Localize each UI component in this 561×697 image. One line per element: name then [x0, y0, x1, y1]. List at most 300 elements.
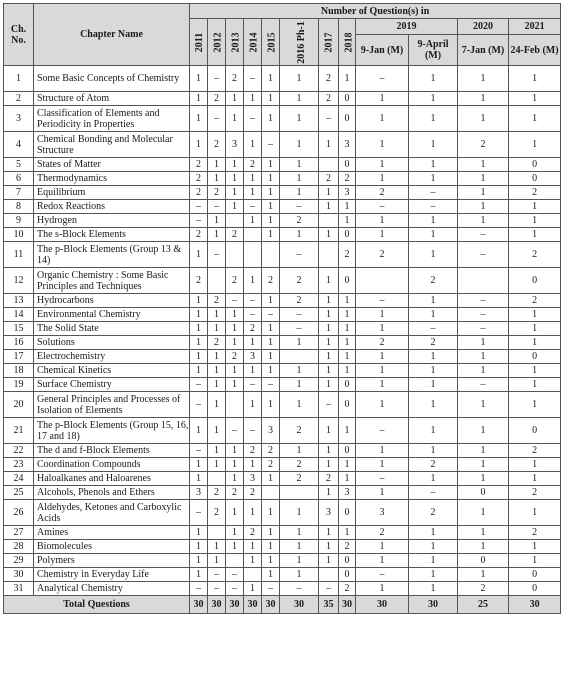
- total-questions-label: Total Questions: [4, 596, 190, 614]
- question-count-cell: 2: [190, 172, 208, 186]
- question-count-cell: 1: [409, 228, 458, 242]
- chapter-number-cell: 10: [4, 228, 34, 242]
- question-count-cell: 1: [262, 158, 280, 172]
- question-count-cell: 0: [339, 106, 356, 132]
- chapter-name-cell: Structure of Atom: [34, 92, 190, 106]
- question-count-cell: 1: [339, 214, 356, 228]
- question-count-cell: 1: [190, 350, 208, 364]
- question-count-cell: 1: [409, 66, 458, 92]
- question-count-cell: 2: [409, 500, 458, 526]
- question-count-cell: 1: [319, 336, 339, 350]
- question-count-cell: 2: [409, 458, 458, 472]
- question-count-cell: –: [458, 242, 509, 268]
- question-count-cell: 1: [280, 158, 319, 172]
- question-count-cell: –: [190, 378, 208, 392]
- question-count-cell: 2: [244, 322, 262, 336]
- question-count-cell: 1: [208, 158, 226, 172]
- question-count-cell: [226, 392, 244, 418]
- question-count-cell: 1: [244, 540, 262, 554]
- question-count-cell: 0: [339, 444, 356, 458]
- question-count-cell: 1: [262, 92, 280, 106]
- question-count-cell: –: [409, 186, 458, 200]
- question-count-cell: 1: [458, 200, 509, 214]
- question-count-cell: –: [190, 500, 208, 526]
- question-count-cell: 2: [509, 186, 561, 200]
- question-count-cell: 1: [458, 186, 509, 200]
- year-header-2020: 2020: [458, 19, 509, 35]
- chapter-number-cell: 7: [4, 186, 34, 200]
- total-count-cell: 30: [280, 596, 319, 614]
- chapter-name-cell: Aldehydes, Ketones and Carboxylic Acids: [34, 500, 190, 526]
- question-count-cell: 2: [190, 186, 208, 200]
- question-count-cell: 1: [244, 186, 262, 200]
- chapter-number-cell: 26: [4, 500, 34, 526]
- question-count-cell: 1: [226, 378, 244, 392]
- question-count-cell: –: [458, 378, 509, 392]
- question-count-cell: 1: [409, 294, 458, 308]
- question-count-cell: 2: [226, 228, 244, 242]
- question-count-cell: 1: [458, 392, 509, 418]
- question-count-cell: 1: [356, 364, 409, 378]
- question-count-cell: 1: [356, 172, 409, 186]
- question-count-cell: 1: [339, 350, 356, 364]
- table-row: [4, 66, 561, 92]
- question-count-cell: [356, 268, 409, 294]
- question-count-cell: 1: [190, 472, 208, 486]
- table-row: [4, 92, 561, 106]
- question-count-cell: 1: [244, 132, 262, 158]
- question-count-cell: 1: [458, 364, 509, 378]
- question-count-cell: 1: [280, 554, 319, 568]
- question-count-cell: [458, 268, 509, 294]
- question-count-cell: 1: [339, 200, 356, 214]
- question-count-cell: 1: [208, 322, 226, 336]
- question-count-cell: 2: [244, 158, 262, 172]
- question-count-cell: 0: [339, 392, 356, 418]
- question-count-cell: 1: [339, 418, 356, 444]
- question-count-cell: –: [280, 242, 319, 268]
- question-count-cell: 1: [244, 582, 262, 596]
- table-row: [4, 582, 561, 596]
- question-count-cell: 2: [208, 294, 226, 308]
- question-count-cell: 2: [509, 526, 561, 540]
- question-count-cell: 1: [509, 554, 561, 568]
- question-count-cell: 1: [190, 568, 208, 582]
- question-count-cell: 2: [509, 242, 561, 268]
- question-count-cell: 1: [339, 322, 356, 336]
- question-count-cell: 1: [208, 444, 226, 458]
- question-count-cell: [244, 568, 262, 582]
- chapter-name-cell: Polymers: [34, 554, 190, 568]
- question-count-cell: [244, 228, 262, 242]
- chapter-name-cell: Amines: [34, 526, 190, 540]
- question-count-cell: 3: [226, 132, 244, 158]
- question-distribution-table-container: [3, 3, 561, 614]
- chapter-name-cell: The Solid State: [34, 322, 190, 336]
- question-count-cell: 1: [190, 540, 208, 554]
- question-count-cell: 1: [509, 214, 561, 228]
- question-count-cell: 1: [280, 392, 319, 418]
- question-count-cell: 2: [244, 526, 262, 540]
- chapter-name-cell: Surface Chemistry: [34, 378, 190, 392]
- question-count-cell: 1: [319, 540, 339, 554]
- question-count-cell: –: [458, 228, 509, 242]
- question-count-cell: 1: [356, 392, 409, 418]
- question-count-cell: 1: [226, 92, 244, 106]
- question-count-cell: [244, 242, 262, 268]
- question-count-cell: 2: [280, 268, 319, 294]
- chapter-name-cell: The p-Block Elements (Group 15, 16, 17 and 18): [34, 418, 190, 444]
- question-count-cell: 1: [208, 228, 226, 242]
- question-count-cell: 1: [409, 554, 458, 568]
- question-count-cell: –: [244, 418, 262, 444]
- question-count-cell: 1: [190, 364, 208, 378]
- question-count-cell: 1: [262, 294, 280, 308]
- question-count-cell: 1: [280, 106, 319, 132]
- table-row: [4, 186, 561, 200]
- chapter-number-cell: 12: [4, 268, 34, 294]
- date-header-7-jan: 7-Jan (M): [458, 35, 509, 66]
- question-count-cell: 3: [262, 418, 280, 444]
- question-count-cell: 1: [244, 500, 262, 526]
- table-body: [4, 66, 561, 614]
- question-count-cell: 1: [262, 336, 280, 350]
- question-count-cell: 1: [226, 500, 244, 526]
- question-count-cell: 1: [262, 540, 280, 554]
- question-count-cell: –: [208, 242, 226, 268]
- question-count-cell: 1: [409, 582, 458, 596]
- total-count-cell: 30: [190, 596, 208, 614]
- question-count-cell: 1: [409, 526, 458, 540]
- question-count-cell: –: [208, 200, 226, 214]
- question-count-cell: 2: [458, 132, 509, 158]
- question-count-cell: 0: [339, 268, 356, 294]
- question-count-cell: 2: [208, 500, 226, 526]
- question-count-cell: –: [190, 582, 208, 596]
- question-count-cell: 1: [226, 322, 244, 336]
- question-count-cell: 2: [280, 294, 319, 308]
- question-count-cell: 2: [339, 242, 356, 268]
- table-row: [4, 486, 561, 500]
- question-count-cell: 1: [262, 554, 280, 568]
- table-row: [4, 294, 561, 308]
- question-count-cell: 1: [280, 378, 319, 392]
- question-count-cell: 1: [226, 336, 244, 350]
- question-count-cell: 1: [208, 554, 226, 568]
- question-count-cell: –: [190, 214, 208, 228]
- chapter-number-cell: 18: [4, 364, 34, 378]
- table-row: [4, 364, 561, 378]
- chapter-name-cell: Thermodynamics: [34, 172, 190, 186]
- table-row: [4, 554, 561, 568]
- question-count-cell: [226, 554, 244, 568]
- question-count-cell: 2: [356, 186, 409, 200]
- question-count-cell: 1: [509, 392, 561, 418]
- question-count-cell: –: [244, 200, 262, 214]
- question-count-cell: 0: [339, 568, 356, 582]
- chapter-number-cell: 2: [4, 92, 34, 106]
- year-header-2013: 2013: [226, 19, 244, 66]
- question-count-cell: 1: [339, 364, 356, 378]
- question-count-cell: –: [356, 66, 409, 92]
- chapter-name-cell: States of Matter: [34, 158, 190, 172]
- question-count-cell: [319, 214, 339, 228]
- table-row: [4, 418, 561, 444]
- total-count-cell: 35: [319, 596, 339, 614]
- question-count-cell: 0: [458, 486, 509, 500]
- question-count-cell: 1: [509, 364, 561, 378]
- question-count-cell: 1: [319, 228, 339, 242]
- question-count-cell: 1: [458, 92, 509, 106]
- question-count-cell: 1: [356, 308, 409, 322]
- chapter-name-cell: Analytical Chemistry: [34, 582, 190, 596]
- question-count-cell: 2: [244, 444, 262, 458]
- question-count-cell: [280, 350, 319, 364]
- question-count-cell: 1: [509, 458, 561, 472]
- question-count-cell: 0: [509, 350, 561, 364]
- year-header-2011: 2011: [190, 19, 208, 66]
- question-count-cell: 1: [319, 294, 339, 308]
- question-count-cell: 1: [244, 364, 262, 378]
- table-row: [4, 308, 561, 322]
- chapter-number-cell: 25: [4, 486, 34, 500]
- chapter-name-cell: Environmental Chemistry: [34, 308, 190, 322]
- chapter-number-cell: 20: [4, 392, 34, 418]
- question-count-cell: 2: [226, 486, 244, 500]
- question-count-cell: 1: [339, 336, 356, 350]
- question-count-cell: 1: [509, 308, 561, 322]
- question-count-cell: 1: [458, 540, 509, 554]
- table-row: [4, 268, 561, 294]
- table-row: [4, 242, 561, 268]
- question-count-cell: –: [226, 294, 244, 308]
- question-count-cell: 1: [409, 418, 458, 444]
- question-count-cell: 1: [208, 540, 226, 554]
- chapter-name-cell: Alcohols, Phenols and Ethers: [34, 486, 190, 500]
- chapter-name-cell: Some Basic Concepts of Chemistry: [34, 66, 190, 92]
- question-count-cell: 1: [509, 200, 561, 214]
- question-count-cell: 1: [226, 200, 244, 214]
- question-count-cell: 2: [509, 444, 561, 458]
- question-count-cell: 2: [208, 486, 226, 500]
- question-count-cell: 1: [262, 568, 280, 582]
- question-count-cell: –: [356, 472, 409, 486]
- question-count-cell: 1: [226, 106, 244, 132]
- question-count-cell: –: [208, 568, 226, 582]
- chapter-name-cell: The d and f-Block Elements: [34, 444, 190, 458]
- question-count-cell: 0: [339, 554, 356, 568]
- total-count-cell: 30: [356, 596, 409, 614]
- chapter-number-cell: 16: [4, 336, 34, 350]
- question-count-cell: 1: [262, 186, 280, 200]
- question-count-cell: 1: [319, 268, 339, 294]
- question-count-cell: 1: [509, 228, 561, 242]
- question-count-cell: 1: [262, 172, 280, 186]
- question-count-cell: 1: [356, 458, 409, 472]
- question-count-cell: 1: [226, 472, 244, 486]
- question-count-cell: 1: [509, 106, 561, 132]
- question-count-cell: 0: [509, 158, 561, 172]
- table-row: [4, 172, 561, 186]
- question-count-cell: 1: [208, 392, 226, 418]
- question-count-cell: 1: [244, 554, 262, 568]
- question-count-cell: –: [356, 200, 409, 214]
- year-header-2015: 2015: [262, 19, 280, 66]
- question-count-cell: 1: [356, 92, 409, 106]
- question-count-cell: –: [244, 106, 262, 132]
- question-count-cell: 1: [409, 132, 458, 158]
- question-count-cell: –: [458, 308, 509, 322]
- question-count-cell: 2: [226, 66, 244, 92]
- question-count-cell: 1: [190, 66, 208, 92]
- question-count-cell: –: [226, 418, 244, 444]
- question-count-cell: 0: [509, 418, 561, 444]
- table-row: [4, 322, 561, 336]
- year-header-2019: 2019: [356, 19, 458, 35]
- question-count-cell: 1: [458, 350, 509, 364]
- question-count-cell: 2: [339, 540, 356, 554]
- question-count-cell: 3: [244, 350, 262, 364]
- chapter-name-cell: Biomolecules: [34, 540, 190, 554]
- question-count-cell: 2: [319, 172, 339, 186]
- question-count-cell: 1: [244, 92, 262, 106]
- chapter-number-cell: 6: [4, 172, 34, 186]
- question-count-cell: 2: [208, 186, 226, 200]
- question-count-cell: 1: [458, 336, 509, 350]
- question-count-cell: 1: [262, 526, 280, 540]
- chapter-name-cell: Haloalkanes and Haloarenes: [34, 472, 190, 486]
- question-count-cell: 1: [319, 458, 339, 472]
- question-count-cell: 1: [409, 378, 458, 392]
- question-count-cell: 0: [509, 268, 561, 294]
- question-count-cell: –: [280, 582, 319, 596]
- question-count-cell: 1: [409, 106, 458, 132]
- question-count-cell: 1: [458, 66, 509, 92]
- question-count-cell: 1: [356, 158, 409, 172]
- year-header-2016: 2016 Ph-1: [280, 19, 319, 66]
- chapter-number-cell: 19: [4, 378, 34, 392]
- question-count-cell: 1: [262, 364, 280, 378]
- question-count-cell: [262, 486, 280, 500]
- question-count-cell: 1: [409, 540, 458, 554]
- chapter-name-cell: Solutions: [34, 336, 190, 350]
- question-count-cell: 1: [262, 350, 280, 364]
- question-count-cell: 2: [409, 268, 458, 294]
- question-count-cell: 2: [262, 268, 280, 294]
- total-count-cell: 30: [226, 596, 244, 614]
- question-count-cell: [226, 242, 244, 268]
- question-count-cell: 2: [280, 418, 319, 444]
- date-header-24-feb: 24-Feb (M): [509, 35, 561, 66]
- question-count-cell: 0: [339, 158, 356, 172]
- table-row: [4, 444, 561, 458]
- chapter-number-cell: 14: [4, 308, 34, 322]
- question-count-cell: –: [244, 66, 262, 92]
- chapter-number-cell: 27: [4, 526, 34, 540]
- question-count-cell: –: [409, 200, 458, 214]
- question-count-cell: –: [262, 132, 280, 158]
- question-count-cell: 1: [319, 418, 339, 444]
- question-count-cell: 0: [339, 228, 356, 242]
- question-count-cell: 2: [190, 268, 208, 294]
- question-count-cell: 1: [356, 486, 409, 500]
- question-count-cell: 1: [339, 472, 356, 486]
- question-count-cell: 1: [356, 228, 409, 242]
- question-count-cell: 1: [190, 242, 208, 268]
- question-count-cell: 2: [244, 486, 262, 500]
- chapter-name-cell: Chemical Bonding and Molecular Structure: [34, 132, 190, 158]
- question-count-cell: 1: [226, 458, 244, 472]
- chapter-number-cell: 5: [4, 158, 34, 172]
- question-count-cell: 1: [190, 526, 208, 540]
- table-row: [4, 336, 561, 350]
- question-count-cell: 1: [509, 472, 561, 486]
- question-count-cell: 1: [262, 228, 280, 242]
- table-row: [4, 158, 561, 172]
- question-count-cell: –: [226, 568, 244, 582]
- number-of-questions-header: Number of Question(s) in: [190, 4, 561, 19]
- question-count-cell: 2: [458, 582, 509, 596]
- question-count-cell: 1: [262, 66, 280, 92]
- question-count-cell: 1: [409, 364, 458, 378]
- question-count-cell: 3: [244, 472, 262, 486]
- question-count-cell: 1: [339, 308, 356, 322]
- question-count-cell: 1: [190, 336, 208, 350]
- question-count-cell: 1: [458, 418, 509, 444]
- question-count-cell: [208, 268, 226, 294]
- question-count-cell: 1: [319, 200, 339, 214]
- chapter-number-cell: 4: [4, 132, 34, 158]
- question-count-cell: 3: [356, 500, 409, 526]
- question-count-cell: 1: [262, 500, 280, 526]
- chapter-name-cell: Redox Reactions: [34, 200, 190, 214]
- year-header-2018: 2018: [339, 19, 356, 66]
- question-count-cell: 2: [280, 214, 319, 228]
- question-count-cell: 1: [280, 336, 319, 350]
- question-count-cell: 1: [190, 106, 208, 132]
- question-count-cell: –: [208, 106, 226, 132]
- question-count-cell: 2: [509, 294, 561, 308]
- chapter-number-cell: 23: [4, 458, 34, 472]
- question-count-cell: 1: [356, 106, 409, 132]
- chapter-name-cell: Chemical Kinetics: [34, 364, 190, 378]
- question-count-cell: 1: [356, 378, 409, 392]
- question-count-cell: 1: [319, 444, 339, 458]
- total-row: [4, 596, 561, 614]
- question-count-cell: –: [319, 582, 339, 596]
- question-count-cell: 1: [319, 526, 339, 540]
- question-count-cell: 2: [409, 336, 458, 350]
- question-count-cell: 3: [339, 132, 356, 158]
- question-count-cell: 1: [262, 322, 280, 336]
- question-count-cell: 1: [190, 308, 208, 322]
- question-count-cell: 0: [509, 582, 561, 596]
- question-count-cell: –: [262, 582, 280, 596]
- question-count-cell: 1: [280, 364, 319, 378]
- question-count-cell: 1: [226, 308, 244, 322]
- question-count-cell: –: [190, 392, 208, 418]
- table-row: [4, 500, 561, 526]
- chapter-name-cell: The s-Block Elements: [34, 228, 190, 242]
- question-count-cell: –: [262, 378, 280, 392]
- question-count-cell: 1: [356, 582, 409, 596]
- question-count-cell: 1: [356, 444, 409, 458]
- question-count-cell: 1: [458, 106, 509, 132]
- question-count-cell: 1: [208, 308, 226, 322]
- question-count-cell: 1: [409, 392, 458, 418]
- question-count-cell: –: [409, 322, 458, 336]
- table-row: [4, 132, 561, 158]
